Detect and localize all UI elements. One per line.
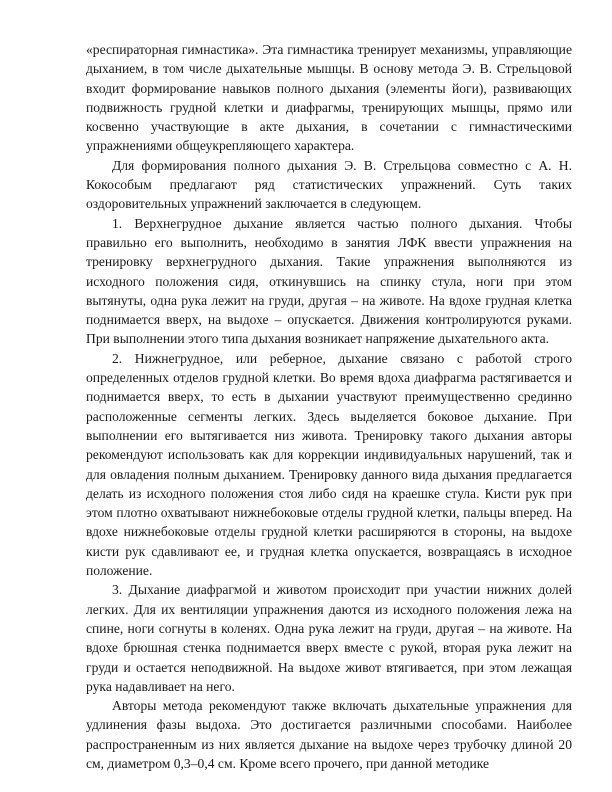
paragraph-5: 3. Дыхание диафрагмой и животом происходит при участии нижних долей легких. Для их вентиляции упражнения даются из исходного положения лежа на спине, ноги согнуты в коленях. Одна рука лежит на груди, другая – на животе. На вдохе брюшная стенка поднимается вверх вместе с рукой, вторая рука лежит на груди и остается неподвижной. На выдохе живот втягивается, при этом лежащая рука надавливает на него.	[86, 582, 572, 694]
paragraph-3: 1. Верхнегрудное дыхание является частью полного дыхания. Чтобы правильно его выполнить, необходимо в занятия ЛФК ввести упражнения на тренировку верхнегрудного дыхания. Такие упражнения выполняются из исходного положения сидя, откинувшись на спинку стула, ноги при этом вытянуты, одна рука лежит на груди, другая – на животе. На вдохе грудная клетка поднимается вверх, на выдохе – опускается. Движения контролируются руками. При выполнении этого типа дыхания возникает напряжение дыхательного акта.	[86, 215, 572, 347]
paragraph-4: 2. Нижнегрудное, или реберное, дыхание связано с работой строго определенных отделов грудной клетки. Во время вдоха диафрагма растягивается и поднимается вверх, то есть в дыхании участвуют преимущественно срединно расположенные сегменты легких. Здесь выделяется боковое дыхание. При выполнении его вытягивается низ живота. Тренировку такого дыхания авторы рекомендуют использовать как для коррекции индивидуальных нарушений, так и для овладения полным дыханием. Тренировку данного вида дыхания предлагается делать из исходного положения стоя либо сидя на краешке стула. Кисти рук при этом плотно охватывают нижнебоковые отделы грудной клетки, пальцы вперед. На вдохе нижнебоковые отделы грудной клетки расширяются в стороны, на выдохе кисти рук сдавливают ее, и грудная клетка опускается, возвращаясь в исходное положение.	[86, 350, 572, 579]
paragraph-6: Авторы метода рекомендуют также включать дыхательные упражнения для удлинения фазы выдоха. Это достигается различными способами. Наиболее распространенным из них является дыхание на выдохе через трубочку длиной 20 см, диаметром 0,3–0,4 см. Кроме всего прочего, при данной методике	[86, 698, 572, 771]
paragraph-1: «респираторная гимнастика». Эта гимнастика тренирует механизмы, управляющие дыханием, в том числе дыхательные мышцы. В основу метода Э. В. Стрельцовой входит формирование навыков полного дыхания (элементы йоги), развивающих подвижность грудной клетки и диафрагмы, тренирующих мышцы, прямо или косвенно участвующие в акте дыхания, в сочетании с гимнастическими упражнениями общеукрепляющего характера.	[86, 42, 572, 154]
paragraph-2: Для формирования полного дыхания Э. В. Стрельцова совместно с А. Н. Кокособым предлагают ряд статистических упражнений. Суть таких оздоровительных упражнений заключается в следующем.	[86, 157, 572, 212]
